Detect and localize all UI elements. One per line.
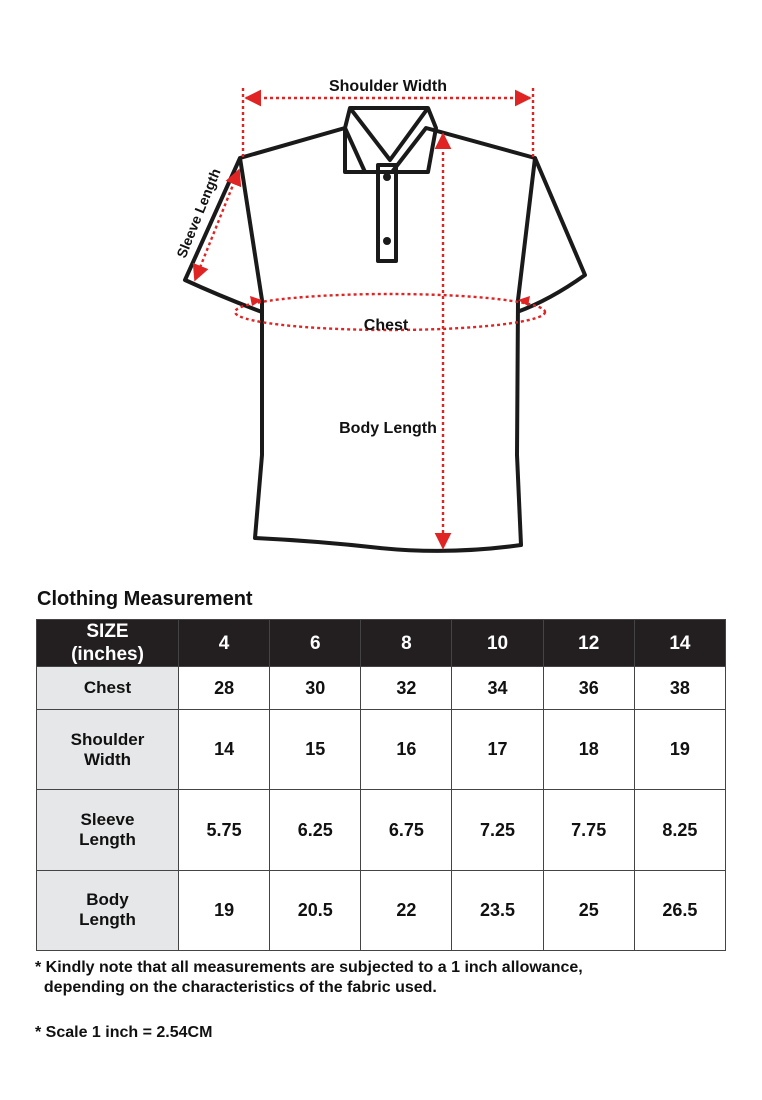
row-label-text: Shoulder: [70, 729, 145, 749]
allowance-note-line: * Kindly note that all measurements are subjected to a 1 inch allowance,: [35, 959, 583, 976]
button-icon: [383, 173, 391, 181]
table-cell: 22: [361, 870, 452, 950]
table-cell: 7.25: [452, 790, 543, 870]
row-label-text: Sleeve: [80, 810, 135, 830]
table-cell: 19: [179, 870, 270, 950]
table-cell: 36: [543, 667, 634, 710]
allowance-note: [35, 958, 583, 998]
row-label-text: Width: [83, 749, 132, 769]
table-cell: 17: [452, 710, 543, 790]
allowance-note-line: depending on the characteristics of the fabric used.: [35, 979, 437, 996]
table-row: [37, 790, 726, 870]
table-row: [37, 667, 726, 710]
size-chart-table: [36, 619, 726, 951]
table-cell: 32: [361, 667, 452, 710]
table-cell: 16: [361, 710, 452, 790]
button-icon: [383, 237, 391, 245]
size-column-header: 14: [634, 620, 725, 667]
table-cell: 25: [543, 870, 634, 950]
table-row: [37, 870, 726, 950]
table-cell: 19: [634, 710, 725, 790]
body-length-label: Body Length: [339, 420, 437, 437]
size-column-header: 12: [543, 620, 634, 667]
sleeve-length-label: Sleeve Length: [173, 166, 224, 261]
table-cell: 7.75: [543, 790, 634, 870]
table-cell: 20.5: [270, 870, 361, 950]
scale-note: * Scale 1 inch = 2.54CM: [35, 1024, 213, 1041]
table-cell: 15: [270, 710, 361, 790]
table-row: [37, 710, 726, 790]
row-label-sleeve-length: [37, 790, 179, 870]
size-header-unit: (inches): [71, 644, 144, 665]
table-cell: 8.25: [634, 790, 725, 870]
shoulder-width-label: Shoulder Width: [328, 78, 448, 95]
table-cell: 23.5: [452, 870, 543, 950]
table-cell: 6.25: [270, 790, 361, 870]
size-column-header: 8: [361, 620, 452, 667]
table-cell: 28: [179, 667, 270, 710]
table-cell: 38: [634, 667, 725, 710]
row-label-text: Body: [86, 890, 129, 910]
table-cell: 26.5: [634, 870, 725, 950]
table-cell: 5.75: [179, 790, 270, 870]
row-label-shoulder-width: [37, 710, 179, 790]
table-cell: 6.75: [361, 790, 452, 870]
row-label-text: Chest: [83, 678, 132, 698]
row-label-text: Length: [79, 910, 136, 930]
table-cell: 34: [452, 667, 543, 710]
table-cell: 14: [179, 710, 270, 790]
size-column-header: 4: [179, 620, 270, 667]
size-header-label: SIZE: [86, 621, 129, 642]
chest-label: Chest: [363, 317, 409, 334]
row-label-chest: [37, 667, 179, 710]
size-header-cell: [37, 620, 179, 667]
size-column-header: 10: [452, 620, 543, 667]
table-header-row: [37, 620, 726, 667]
size-column-header: 6: [270, 620, 361, 667]
row-label-body-length: [37, 870, 179, 950]
table-cell: 18: [543, 710, 634, 790]
row-label-text: Length: [79, 830, 136, 850]
table-cell: 30: [270, 667, 361, 710]
table-title: Clothing Measurement: [37, 588, 253, 610]
